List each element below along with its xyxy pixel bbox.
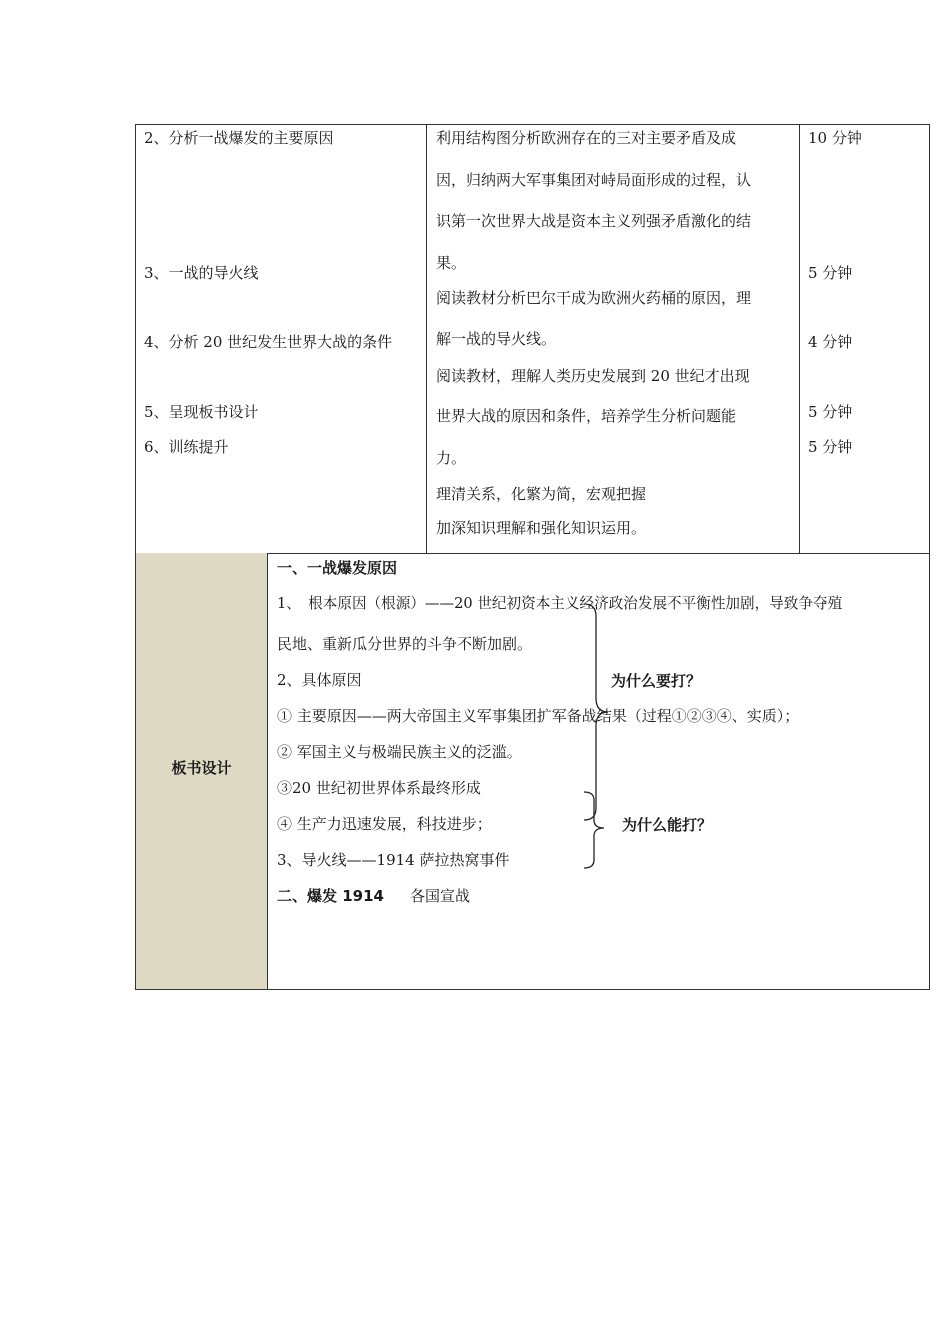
board-line: ④ 生产力迅速发展，科技进步； — [277, 815, 492, 833]
activity-line: 阅读教材分析巴尔干成为欧洲火药桶的原因，理 — [436, 289, 752, 307]
activity-line: 加深知识理解和强化知识运用。 — [436, 519, 647, 537]
step-label: 2、分析一战爆发的主要原因 — [144, 129, 334, 147]
board-line: ① 主要原因——两大帝国主义军事集团扩军备战结果（过程①②③④、实质）； — [277, 707, 800, 725]
activity-line: 阅读教材，理解人类历史发展到 20 世纪才出现 — [436, 367, 750, 385]
activity-line: 理清关系，化繁为简，宏观把握 — [436, 485, 647, 503]
step-label: 4、分析 20 世纪发生世界大战的条件 — [144, 333, 393, 351]
column-divider — [799, 124, 800, 554]
step-time: 10 分钟 — [808, 129, 862, 147]
board-design-label: 板书设计 — [171, 759, 232, 777]
step-time: 5 分钟 — [808, 438, 853, 456]
board-line: 各国宣战 — [410, 887, 471, 905]
column-divider — [426, 124, 427, 554]
annotation-why-can-fight: 为什么能打？ — [622, 816, 713, 834]
board-line: ② 军国主义与极端民族主义的泛滥。 — [277, 743, 522, 761]
activity-line: 利用结构图分析欧洲存在的三对主要矛盾及成 — [436, 129, 737, 147]
board-line: 1、 根本原因（根源）——20 世纪初资本主义经济政治发展不平衡性加剧，导致争夺殖 — [277, 595, 843, 612]
step-time: 4 分钟 — [808, 333, 853, 351]
step-label: 6、训练提升 — [144, 438, 229, 456]
board-line: 3、导火线——1914 萨拉热窝事件 — [277, 851, 510, 869]
step-time: 5 分钟 — [808, 403, 853, 421]
activity-line: 力。 — [436, 449, 467, 467]
board-line: 2、具体原因 — [277, 671, 362, 689]
step-label: 3、一战的导火线 — [144, 264, 259, 282]
activity-line: 解一战的导火线。 — [436, 330, 557, 348]
step-time: 5 分钟 — [808, 264, 853, 282]
annotation-why-fight: 为什么要打？ — [611, 672, 702, 690]
board-line: 民地、重新瓜分世界的斗争不断加剧。 — [277, 635, 533, 653]
curly-brace-icon — [582, 602, 612, 822]
column-divider — [267, 553, 268, 990]
activity-line: 世界大战的原因和条件，培养学生分析问题能 — [436, 407, 737, 425]
board-heading: 二、爆发 1914 — [277, 887, 384, 905]
curly-brace-icon — [582, 790, 608, 870]
activity-line: 果。 — [436, 254, 467, 272]
activity-line: 因，归纳两大军事集团对峙局面形成的过程，认 — [436, 171, 752, 189]
step-label: 5、呈现板书设计 — [144, 403, 259, 421]
board-heading: 一、一战爆发原因 — [277, 559, 398, 577]
board-line: ③20 世纪初世界体系最终形成 — [277, 779, 481, 797]
activity-line: 识第一次世界大战是资本主义列强矛盾激化的结 — [436, 212, 752, 230]
